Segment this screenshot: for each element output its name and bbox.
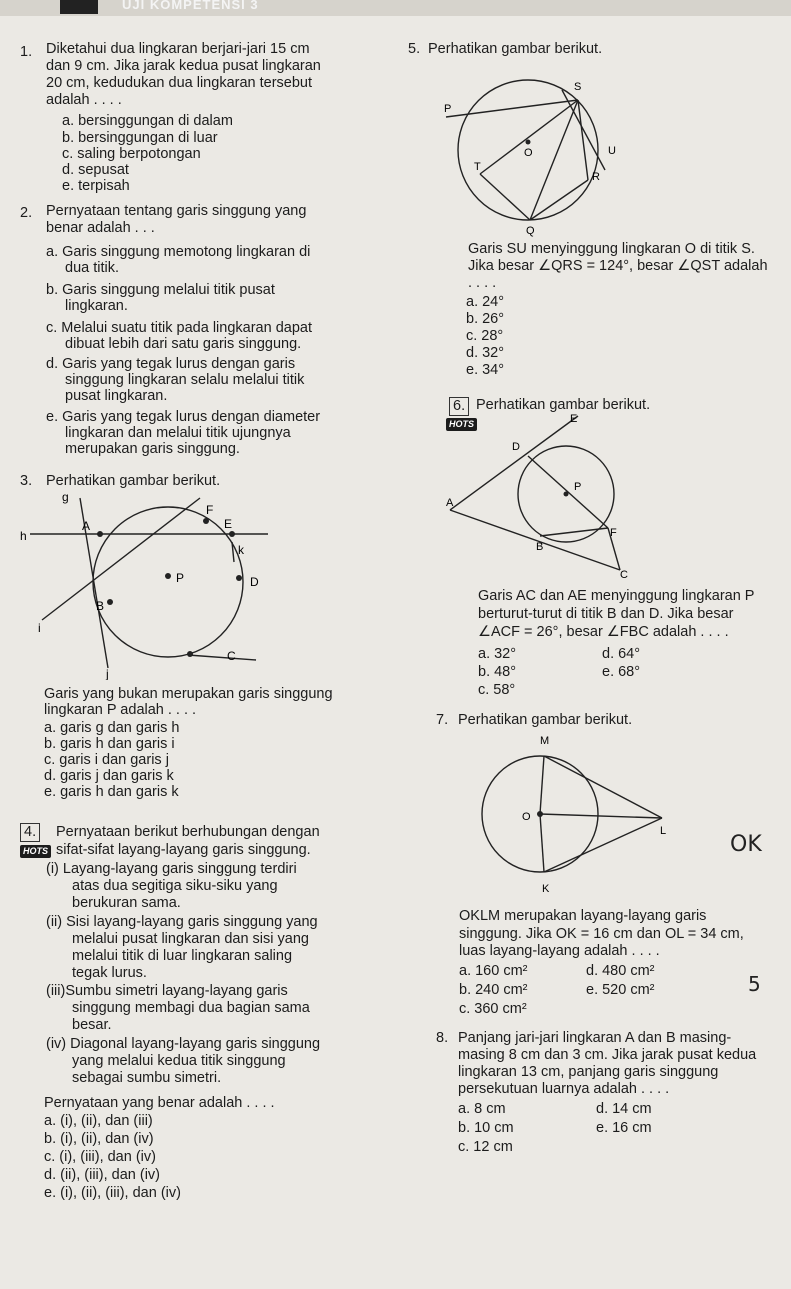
q3-point-e bbox=[229, 531, 235, 537]
q6-option-e[interactable]: e. 68° bbox=[602, 664, 641, 680]
q7-line-om bbox=[540, 756, 544, 814]
section-title: UJI KOMPETENSI 3 bbox=[122, 0, 259, 12]
q7-figure bbox=[448, 730, 678, 900]
q2-option-b-cont: lingkaran. bbox=[65, 298, 128, 314]
q7-line: OKLM merupakan layang-layang garis bbox=[459, 908, 707, 924]
q1-line: dan 9 cm. Jika jarak kedua pusat lingkaran bbox=[46, 58, 321, 74]
q3-title: Perhatikan gambar berikut. bbox=[46, 473, 221, 489]
q2-line: benar adalah . . . bbox=[46, 220, 155, 236]
q3-label-f: F bbox=[206, 503, 214, 517]
q3-option-d[interactable]: d. garis j dan garis k bbox=[44, 768, 174, 784]
q7-line: luas layang-layang adalah . . . . bbox=[459, 943, 660, 959]
q8-option-d[interactable]: d. 14 cm bbox=[596, 1101, 652, 1117]
q4-statement: (i) Layang-layang garis singgung terdiri bbox=[46, 861, 297, 877]
q5-option-e[interactable]: e. 34° bbox=[466, 362, 505, 378]
q1-option-c[interactable]: c. saling berpotongan bbox=[62, 146, 201, 162]
q3-center-dot bbox=[165, 573, 171, 579]
q6-label-d: D bbox=[512, 441, 520, 453]
q3-option-a[interactable]: a. garis g dan garis h bbox=[44, 720, 180, 736]
q4-statement: (ii) Sisi layang-layang garis singgung yang bbox=[46, 914, 318, 930]
q2-option-a[interactable]: a. Garis singgung memotong lingkaran di bbox=[46, 244, 311, 260]
q4-statement: besar. bbox=[72, 1017, 112, 1033]
q6-label-a: A bbox=[446, 497, 454, 509]
q4-line: sifat-sifat layang-layang garis singgung. bbox=[56, 842, 311, 858]
q5-line: Jika besar ∠QRS = 124°, besar ∠QST adalah bbox=[468, 258, 768, 274]
q7-label-k: K bbox=[542, 883, 550, 895]
q6-hots-badge: HOTS bbox=[446, 415, 477, 432]
q7-label-m: M bbox=[540, 735, 550, 747]
q2-option-d-cont: singgung lingkaran selalu melalui titik bbox=[65, 372, 305, 388]
q3-label-k: k bbox=[238, 543, 244, 557]
q6-label-c: C bbox=[620, 569, 628, 581]
q6-option-b[interactable]: b. 48° bbox=[478, 664, 517, 680]
q3-line-j bbox=[188, 655, 256, 660]
q6-line-df bbox=[528, 456, 608, 528]
q3-option-c[interactable]: c. garis i dan garis j bbox=[44, 752, 169, 768]
q2-option-d-cont: pusat lingkaran. bbox=[65, 388, 168, 404]
q3-point-d bbox=[236, 575, 242, 581]
q3-line-i bbox=[42, 498, 200, 620]
q5-label-s: S bbox=[574, 81, 582, 93]
q4-statement: singgung membagi dua bagian sama bbox=[72, 1000, 310, 1016]
q2-number: 2. bbox=[20, 205, 33, 221]
q6-line-bf bbox=[540, 528, 608, 536]
q4-option-e[interactable]: e. (i), (ii), (iii), dan (iv) bbox=[44, 1185, 181, 1201]
q7-tangent-kl bbox=[544, 818, 662, 872]
q7-title: Perhatikan gambar berikut. bbox=[458, 712, 633, 728]
q5-line: Garis SU menyinggung lingkaran O di titik S. bbox=[468, 241, 755, 257]
q4-question: Pernyataan yang benar adalah . . . . bbox=[44, 1095, 275, 1111]
q5-line: . . . . bbox=[468, 275, 497, 291]
q5-label-q: Q bbox=[526, 225, 535, 237]
q3-point-a bbox=[97, 531, 103, 537]
q3-number: 3. bbox=[20, 473, 33, 489]
q4-option-a[interactable]: a. (i), (ii), dan (iii) bbox=[44, 1113, 153, 1129]
q8-line: lingkaran 13 cm, panjang garis singgung bbox=[458, 1064, 719, 1080]
q5-title: Perhatikan gambar berikut. bbox=[428, 41, 603, 57]
q5-figure bbox=[440, 62, 630, 237]
q6-number: 6. bbox=[449, 397, 469, 416]
q4-hots-badge: HOTS bbox=[20, 842, 51, 859]
q7-number: 7. bbox=[436, 712, 449, 728]
q3-label-j: j bbox=[106, 667, 109, 680]
q5-number: 5. bbox=[408, 41, 421, 57]
q3-label-d: D bbox=[250, 575, 259, 589]
q4-statement: tegak lurus. bbox=[72, 965, 147, 981]
q8-option-e[interactable]: e. 16 cm bbox=[596, 1120, 652, 1136]
q6-label-p: P bbox=[574, 481, 582, 493]
q3-point-b bbox=[107, 599, 113, 605]
q3-circle-p bbox=[93, 507, 243, 657]
q8-option-c[interactable]: c. 12 cm bbox=[458, 1139, 513, 1155]
q3-option-b[interactable]: b. garis h dan garis i bbox=[44, 736, 175, 752]
q5-center-dot bbox=[526, 140, 531, 145]
q7-option-c[interactable]: c. 360 cm² bbox=[459, 1001, 527, 1017]
q5-option-b[interactable]: b. 26° bbox=[466, 311, 505, 327]
q3-label-e: E bbox=[224, 517, 233, 531]
q2-option-d[interactable]: d. Garis yang tegak lurus dengan garis bbox=[46, 356, 296, 372]
q4-line: Pernyataan berikut berhubungan dengan bbox=[56, 824, 320, 840]
q1-line: adalah . . . . bbox=[46, 92, 122, 108]
q8-option-b[interactable]: b. 10 cm bbox=[458, 1120, 514, 1136]
q8-line: Panjang jari-jari lingkaran A dan B masing- bbox=[458, 1030, 732, 1046]
q6-option-d[interactable]: d. 64° bbox=[602, 646, 641, 662]
q2-option-e-cont: merupakan garis singgung. bbox=[65, 441, 240, 457]
q7-line-ok bbox=[540, 814, 544, 872]
q2-option-e[interactable]: e. Garis yang tegak lurus dengan diameter bbox=[46, 409, 321, 425]
q3-figure bbox=[20, 490, 280, 680]
q3-label-b: B bbox=[96, 599, 105, 613]
handwritten-note-number: 5 bbox=[748, 972, 761, 996]
q1-line: 20 cm, kedudukan dua lingkaran tersebut bbox=[46, 75, 313, 91]
q2-option-c-cont: dibuat lebih dari satu garis singgung. bbox=[65, 336, 302, 352]
q7-center-dot bbox=[537, 811, 543, 817]
q6-title: Perhatikan gambar berikut. bbox=[476, 397, 651, 413]
q4-statement: yang melalui kedua titik singgung bbox=[72, 1053, 286, 1069]
q7-option-e[interactable]: e. 520 cm² bbox=[586, 982, 655, 998]
q3-label-g: g bbox=[62, 490, 69, 504]
q5-label-r: R bbox=[592, 171, 600, 183]
q3-line: lingkaran P adalah . . . . bbox=[44, 702, 197, 718]
q3-point-f bbox=[203, 518, 209, 524]
q3-label-i: i bbox=[38, 621, 41, 635]
q6-label-e: E bbox=[570, 413, 578, 425]
q8-number: 8. bbox=[436, 1030, 449, 1046]
q5-tangent-su bbox=[562, 90, 605, 170]
q6-option-c[interactable]: c. 58° bbox=[478, 682, 516, 698]
q3-point-c bbox=[187, 651, 193, 657]
q7-label-o: O bbox=[522, 811, 531, 823]
q1-number: 1. bbox=[20, 44, 33, 60]
q6-tangent-ac bbox=[450, 510, 620, 570]
q1-line: Diketahui dua lingkaran berjari-jari 15 cm bbox=[46, 41, 310, 57]
q7-line-ol bbox=[540, 814, 662, 818]
q5-line-tq bbox=[480, 174, 530, 220]
q3-label-c: C bbox=[227, 649, 236, 663]
q1-option-a[interactable]: a. bersinggungan di dalam bbox=[62, 113, 233, 129]
q6-figure bbox=[444, 412, 664, 582]
q8-option-a[interactable]: a. 8 cm bbox=[458, 1101, 506, 1117]
q4-statement: atas dua segitiga siku-siku yang bbox=[72, 878, 278, 894]
q4-statement: sebagai sumbu simetri. bbox=[72, 1070, 222, 1086]
q3-label-a: A bbox=[82, 519, 91, 533]
q3-line: Garis yang bukan merupakan garis singgung bbox=[44, 686, 333, 702]
q3-label-h: h bbox=[20, 529, 27, 543]
q7-option-d[interactable]: d. 480 cm² bbox=[586, 963, 655, 979]
q1-option-e[interactable]: e. terpisah bbox=[62, 178, 130, 194]
q2-option-a-cont: dua titik. bbox=[65, 260, 119, 276]
q5-label-t: T bbox=[474, 161, 481, 173]
q5-option-a[interactable]: a. 24° bbox=[466, 294, 505, 310]
q4-option-d[interactable]: d. (ii), (iii), dan (iv) bbox=[44, 1167, 161, 1183]
q6-line: ∠ACF = 26°, besar ∠FBC adalah . . . . bbox=[478, 624, 729, 640]
q6-label-f: F bbox=[610, 527, 617, 539]
q2-option-b[interactable]: b. Garis singgung melalui titik pusat bbox=[46, 282, 275, 298]
q2-option-e-cont: lingkaran dan melalui titik ujungnya bbox=[65, 425, 291, 441]
q6-label-b: B bbox=[536, 541, 544, 553]
q4-option-b[interactable]: b. (i), (ii), dan (iv) bbox=[44, 1131, 154, 1147]
q5-label-p: P bbox=[444, 103, 452, 115]
q8-line: masing 8 cm dan 3 cm. Jika jarak pusat kedua bbox=[458, 1047, 757, 1063]
q7-label-l: L bbox=[660, 825, 667, 837]
q7-option-a[interactable]: a. 160 cm² bbox=[459, 963, 528, 979]
q6-center-dot bbox=[564, 492, 569, 497]
q5-option-c[interactable]: c. 28° bbox=[466, 328, 504, 344]
q4-statement: melalui pusat lingkaran dan sisi yang bbox=[72, 931, 309, 947]
q4-number: 4. bbox=[20, 823, 40, 842]
q1-option-d[interactable]: d. sepusat bbox=[62, 162, 129, 178]
q1-option-b[interactable]: b. bersinggungan di luar bbox=[62, 130, 218, 146]
q4-option-c[interactable]: c. (i), (iii), dan (iv) bbox=[44, 1149, 156, 1165]
q4-statement: (iv) Diagonal layang-layang garis singgung bbox=[46, 1036, 321, 1052]
q2-line: Pernyataan tentang garis singgung yang bbox=[46, 203, 307, 219]
header-strip bbox=[0, 0, 791, 16]
q4-statement: (iii)Sumbu simetri layang-layang garis bbox=[46, 983, 288, 999]
q3-label-p: P bbox=[176, 571, 185, 585]
q8-line: persekutuan luarnya adalah . . . . bbox=[458, 1081, 670, 1097]
q6-option-a[interactable]: a. 32° bbox=[478, 646, 517, 662]
q6-tangent-ae bbox=[450, 416, 578, 510]
q4-statement: melalui titik di luar lingkaran saling bbox=[72, 948, 293, 964]
q6-line: Garis AC dan AE menyinggung lingkaran P bbox=[478, 588, 755, 604]
q5-option-d[interactable]: d. 32° bbox=[466, 345, 505, 361]
q5-label-o: O bbox=[524, 147, 533, 159]
q2-option-c[interactable]: c. Melalui suatu titik pada lingkaran dapat bbox=[46, 320, 312, 336]
header-bar bbox=[60, 0, 98, 14]
q7-option-b[interactable]: b. 240 cm² bbox=[459, 982, 528, 998]
q4-statement: berukuran sama. bbox=[72, 895, 181, 911]
q5-label-u: U bbox=[608, 145, 616, 157]
q3-option-e[interactable]: e. garis h dan garis k bbox=[44, 784, 179, 800]
q7-tangent-ml bbox=[544, 756, 662, 818]
q6-line: berturut-turut di titik B dan D. Jika besar bbox=[478, 606, 734, 622]
q7-line: singgung. Jika OK = 16 cm dan OL = 34 cm, bbox=[459, 926, 744, 942]
handwritten-note-ok: OK bbox=[730, 832, 762, 857]
